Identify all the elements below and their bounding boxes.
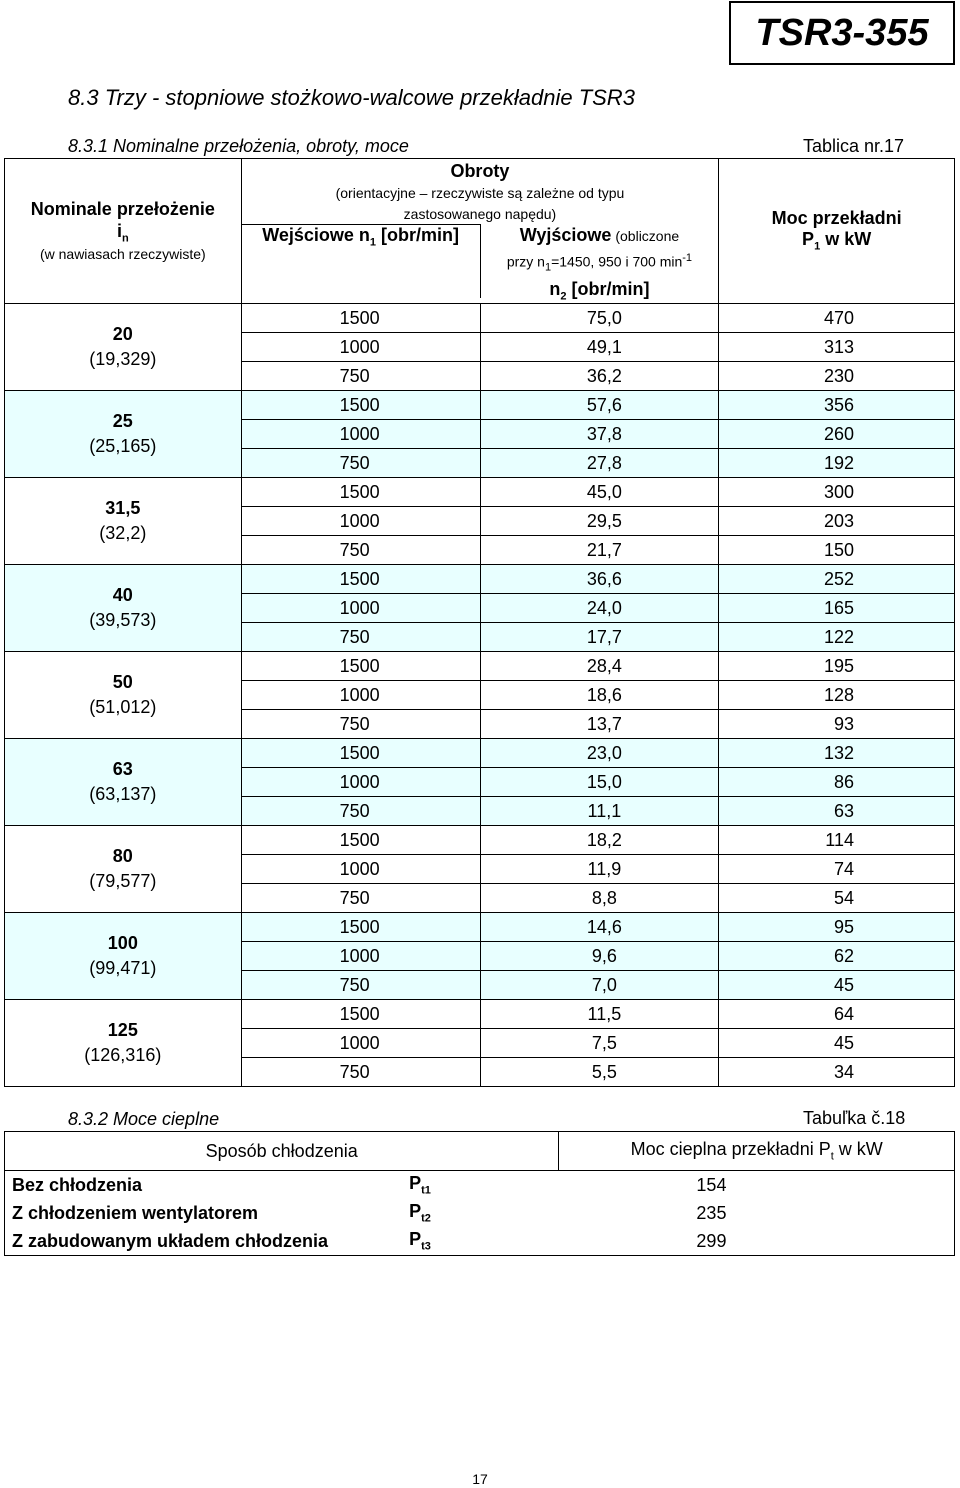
output-speed-cell: 9,6: [480, 942, 719, 971]
output-speed-cell: 14,6: [480, 913, 719, 942]
heat-symbol-sub: t3: [421, 1240, 431, 1253]
power-cell: 470: [719, 304, 955, 333]
power-cell: 203: [719, 507, 955, 536]
header-power-sym: P: [802, 229, 815, 250]
ratio-cell: [5, 739, 242, 826]
heat-row: [5, 1199, 955, 1227]
header-ratio-symbol: i: [116, 221, 122, 241]
header-ratio-sub: n: [121, 232, 129, 245]
input-speed-cell: 750: [241, 362, 480, 391]
input-speed-cell: 1000: [241, 1029, 480, 1058]
ratio-cell: [5, 565, 242, 652]
header-speed-note1: (orientacyjne – rzeczywiste są zależne od typu: [335, 185, 625, 201]
input-speed-cell: 750: [241, 797, 480, 826]
power-cell: 63: [719, 797, 955, 826]
ratio-nominal: 40: [112, 584, 133, 605]
power-cell: 132: [719, 739, 955, 768]
header-output-sym: n: [549, 279, 561, 300]
power-cell: 150: [719, 536, 955, 565]
output-speed-cell: 28,4: [480, 652, 719, 681]
header-speed: [241, 159, 719, 304]
ratio-cell: [5, 826, 242, 913]
heat-symbol-main: P: [409, 1173, 422, 1194]
section-title: 8.3 Trzy - stopniowe stożkowo-walcowe przekładnie TSR3: [68, 85, 635, 110]
output-speed-cell: 45,0: [480, 478, 719, 507]
heat-row: [5, 1227, 955, 1256]
heat-col2-post: w kW: [833, 1139, 883, 1160]
table-row: [5, 826, 955, 855]
header-output-label: Wyjściowe: [519, 225, 612, 245]
input-speed-cell: 1000: [241, 333, 480, 362]
ratio-actual: (39,573): [89, 610, 157, 630]
input-speed-cell: 1000: [241, 942, 480, 971]
heat-row: [5, 1171, 955, 1200]
power-cell: 300: [719, 478, 955, 507]
output-speed-cell: 15,0: [480, 768, 719, 797]
ratio-actual: (126,316): [84, 1045, 162, 1065]
header-output-note: (obliczone: [611, 228, 680, 244]
header-ratio: [5, 159, 242, 304]
input-speed-cell: 1000: [241, 768, 480, 797]
power-cell: 62: [719, 942, 955, 971]
heat-symbol-main: P: [409, 1229, 422, 1250]
ratio-nominal: 20: [112, 323, 133, 344]
output-speed-cell: 8,8: [480, 884, 719, 913]
output-speed-cell: 18,6: [480, 681, 719, 710]
input-speed-cell: 750: [241, 623, 480, 652]
heat-value: 235: [696, 1202, 727, 1223]
ratio-speed-power-table: [4, 158, 955, 1087]
heat-table-ref: Tabuľka č.18: [803, 1108, 906, 1128]
output-speed-cell: 5,5: [480, 1058, 719, 1087]
power-cell: 45: [719, 1029, 955, 1058]
page-number: 17: [472, 1471, 488, 1487]
output-speed-cell: 36,6: [480, 565, 719, 594]
power-cell: 356: [719, 391, 955, 420]
header-speed-title: Obroty: [450, 161, 510, 181]
ratio-actual: (32,2): [99, 523, 147, 543]
ratio-nominal: 50: [112, 671, 133, 692]
power-cell: 114: [719, 826, 955, 855]
header-input-sub: 1: [369, 236, 377, 249]
input-speed-cell: 1500: [241, 478, 480, 507]
power-cell: 54: [719, 884, 955, 913]
table-row: [5, 913, 955, 942]
output-speed-cell: 18,2: [480, 826, 719, 855]
ratio-actual: (63,137): [89, 784, 157, 804]
input-speed-cell: 1500: [241, 565, 480, 594]
input-speed-cell: 750: [241, 971, 480, 1000]
header-output-cond-sup: -1: [682, 252, 693, 264]
ratio-nominal: 25: [112, 410, 133, 431]
output-speed-cell: 24,0: [480, 594, 719, 623]
heat-value: 154: [696, 1174, 727, 1195]
subsection-title: 8.3.1 Nominalne przełożenia, obroty, moce: [68, 136, 409, 156]
input-speed-cell: 1000: [241, 507, 480, 536]
ratio-cell: [5, 652, 242, 739]
power-cell: 195: [719, 652, 955, 681]
table-row: [5, 478, 955, 507]
header-input-unit: [obr/min]: [376, 225, 460, 245]
table-row: [5, 304, 955, 333]
header-output-unit: [obr/min]: [566, 279, 650, 300]
output-speed-cell: 29,5: [480, 507, 719, 536]
header-input-speed: [242, 224, 481, 298]
table-row: [5, 1000, 955, 1029]
heat-col2-pre: Moc cieplna przekładni P: [630, 1139, 831, 1160]
heat-col2-header: [559, 1132, 955, 1171]
output-speed-cell: 36,2: [480, 362, 719, 391]
output-speed-cell: 11,5: [480, 1000, 719, 1029]
output-speed-cell: 17,7: [480, 623, 719, 652]
header-speed-note2: zastosowanego napędu): [403, 206, 557, 222]
heat-title: 8.3.2 Moce cieplne: [68, 1109, 220, 1129]
input-speed-cell: 1500: [241, 826, 480, 855]
power-cell: 192: [719, 449, 955, 478]
table-row: [5, 739, 955, 768]
header-ratio-title: Nominale przełożenie: [30, 199, 215, 220]
table-row: [5, 652, 955, 681]
table-row: [5, 391, 955, 420]
power-cell: 34: [719, 1058, 955, 1087]
heat-symbol: [409, 1227, 559, 1256]
header-output-cond-post: =1450, 950 i 700 min: [551, 253, 683, 270]
power-cell: 128: [719, 681, 955, 710]
ratio-nominal: 31,5: [105, 497, 141, 518]
table-row: [5, 565, 955, 594]
power-cell: 313: [719, 333, 955, 362]
heat-power-table: [4, 1131, 955, 1256]
heat-table-body: [5, 1171, 955, 1256]
output-speed-cell: 57,6: [480, 391, 719, 420]
heat-col1-header: Sposób chłodzenia: [5, 1132, 559, 1171]
heat-value: 299: [696, 1230, 727, 1251]
heat-symbol-main: P: [409, 1201, 422, 1222]
output-speed-cell: 7,0: [480, 971, 719, 1000]
power-cell: 86: [719, 768, 955, 797]
header-output-speed: [481, 224, 719, 304]
model-badge: [729, 1, 955, 65]
table-body: [5, 304, 955, 1087]
ratio-cell: [5, 478, 242, 565]
power-cell: 230: [719, 362, 955, 391]
power-cell: 252: [719, 565, 955, 594]
output-speed-cell: 7,5: [480, 1029, 719, 1058]
ratio-cell: [5, 913, 242, 1000]
header-input-label: Wejściowe n: [262, 225, 370, 245]
ratio-actual: (99,471): [89, 958, 157, 978]
header-output-cond-sub: 1: [544, 261, 552, 274]
header-output-sym-sub: 2: [560, 291, 567, 304]
input-speed-cell: 1500: [241, 652, 480, 681]
cooling-method: Z zabudowanym układem chłodzenia: [12, 1230, 329, 1251]
ratio-actual: (79,577): [89, 871, 157, 891]
output-speed-cell: 13,7: [480, 710, 719, 739]
heat-symbol-sub: t2: [421, 1212, 431, 1225]
input-speed-cell: 1000: [241, 681, 480, 710]
ratio-actual: (25,165): [89, 436, 157, 456]
input-speed-cell: 750: [241, 884, 480, 913]
input-speed-cell: 1000: [241, 420, 480, 449]
output-speed-cell: 27,8: [480, 449, 719, 478]
input-speed-cell: 1500: [241, 304, 480, 333]
power-cell: 165: [719, 594, 955, 623]
output-speed-cell: 23,0: [480, 739, 719, 768]
output-speed-cell: 11,9: [480, 855, 719, 884]
input-speed-cell: 1000: [241, 594, 480, 623]
power-cell: 122: [719, 623, 955, 652]
header-power-title: Moc przekładni: [771, 207, 902, 228]
ratio-cell: [5, 391, 242, 478]
header-power-unit: w kW: [820, 229, 872, 250]
model-label: TSR3-355: [755, 11, 929, 54]
ratio-cell: [5, 1000, 242, 1087]
ratio-nominal: 63: [112, 758, 133, 779]
heat-col2-sub: t: [830, 1150, 834, 1163]
ratio-cell: [5, 304, 242, 391]
output-speed-cell: 49,1: [480, 333, 719, 362]
input-speed-cell: 1500: [241, 739, 480, 768]
cooling-method: Z chłodzeniem wentylatorem: [12, 1202, 259, 1223]
input-speed-cell: 1500: [241, 1000, 480, 1029]
output-speed-cell: 75,0: [480, 304, 719, 333]
input-speed-cell: 750: [241, 449, 480, 478]
ratio-nominal: 80: [112, 845, 133, 866]
power-cell: 93: [719, 710, 955, 739]
input-speed-cell: 750: [241, 536, 480, 565]
input-speed-cell: 750: [241, 1058, 480, 1087]
input-speed-cell: 750: [241, 710, 480, 739]
cooling-method: Bez chłodzenia: [12, 1174, 143, 1195]
output-speed-cell: 37,8: [480, 420, 719, 449]
ratio-nominal: 125: [107, 1019, 138, 1040]
header-ratio-note: (w nawiasach rzeczywiste): [39, 245, 206, 262]
ratio-nominal: 100: [107, 932, 138, 953]
table-ref: Tablica nr.17: [803, 136, 905, 156]
power-cell: 260: [719, 420, 955, 449]
power-cell: 95: [719, 913, 955, 942]
power-cell: 45: [719, 971, 955, 1000]
header-output-cond-pre: przy n: [506, 253, 545, 270]
output-speed-cell: 11,1: [480, 797, 719, 826]
input-speed-cell: 1000: [241, 855, 480, 884]
header-power: [719, 159, 955, 304]
ratio-actual: (51,012): [89, 697, 157, 717]
output-speed-cell: 21,7: [480, 536, 719, 565]
power-cell: 64: [719, 1000, 955, 1029]
ratio-actual: (19,329): [89, 349, 157, 369]
heat-symbol: [409, 1199, 559, 1227]
heat-symbol-sub: t1: [421, 1184, 431, 1197]
header-power-sub: 1: [814, 241, 821, 253]
input-speed-cell: 1500: [241, 913, 480, 942]
power-cell: 74: [719, 855, 955, 884]
input-speed-cell: 1500: [241, 391, 480, 420]
heat-symbol: [409, 1171, 559, 1200]
